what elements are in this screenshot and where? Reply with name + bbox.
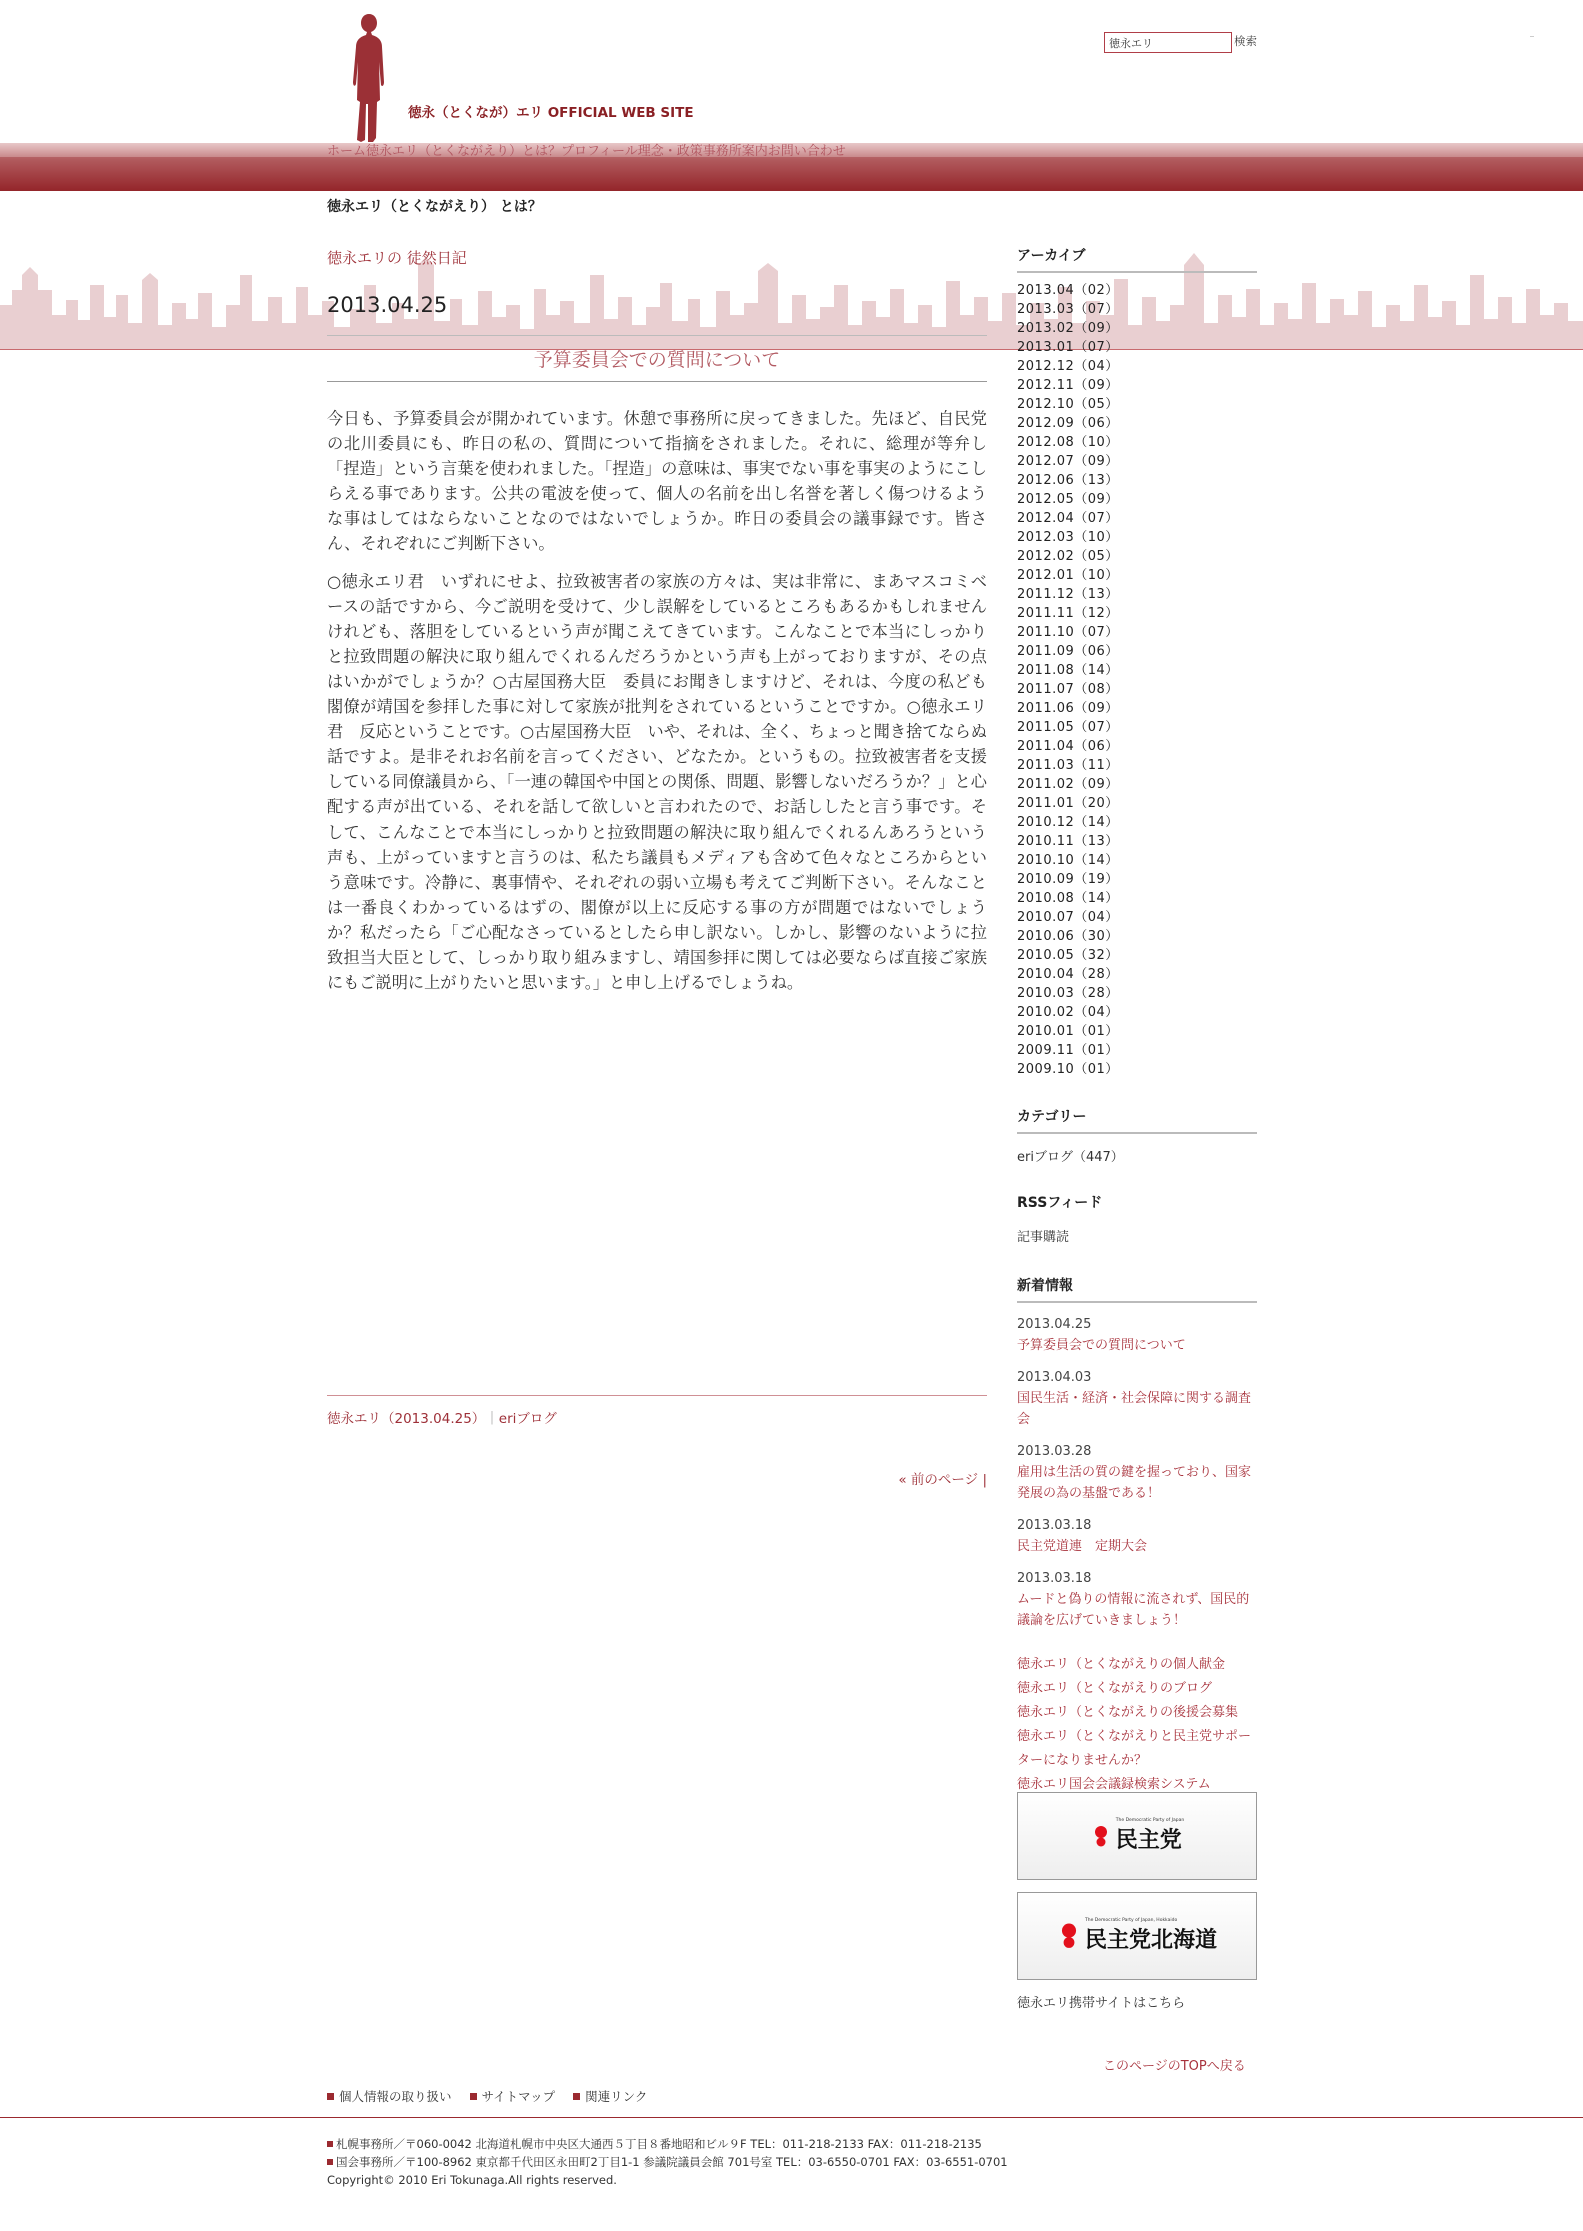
news-title-link[interactable]: 国民生活・経済・社会保障に関する調査会 bbox=[1017, 1391, 1252, 1427]
news-date: 2013.03.28 bbox=[1017, 1444, 1092, 1459]
archive-link[interactable]: 2009.11（01） bbox=[1017, 1043, 1119, 1058]
archive-link[interactable]: 2010.03（28） bbox=[1017, 986, 1119, 1001]
footer-link-label: 関連リンク bbox=[585, 2089, 648, 2104]
global-nav bbox=[327, 140, 846, 159]
archive-list bbox=[1017, 281, 1257, 1079]
footer-info bbox=[327, 2135, 1008, 2189]
dpj-hokkaido-logo-text: 民主党北海道 bbox=[1084, 1928, 1217, 1953]
archive-link[interactable]: 2013.04（02） bbox=[1017, 283, 1119, 298]
news-item bbox=[1017, 1442, 1257, 1504]
archive-link[interactable]: 2011.01（20） bbox=[1017, 796, 1119, 811]
link-party-supporter[interactable]: 徳永エリ（とくながえりと民主党サポーターになりませんか？ bbox=[1017, 1729, 1252, 1768]
header-mark bbox=[1530, 36, 1534, 37]
footer-link-sitemap[interactable] bbox=[470, 2089, 556, 2104]
archive-link[interactable]: 2009.10（01） bbox=[1017, 1062, 1119, 1077]
category-link[interactable]: eriブログ（447） bbox=[1017, 1150, 1124, 1165]
square-bullet-icon bbox=[327, 2141, 333, 2147]
nav-about[interactable]: 徳永エリ（とくながえり）とは？ bbox=[366, 144, 562, 159]
news-date: 2013.04.03 bbox=[1017, 1370, 1092, 1385]
archive-link[interactable]: 2011.11（12） bbox=[1017, 606, 1119, 621]
archive-link[interactable]: 2013.01（07） bbox=[1017, 340, 1119, 355]
square-bullet-icon bbox=[327, 2093, 334, 2100]
archive-heading: アーカイブ bbox=[1017, 245, 1257, 273]
post-category-link[interactable]: eriブログ bbox=[498, 1411, 557, 1427]
footer-link-label: 個人情報の取り扱い bbox=[339, 2089, 452, 2104]
archive-link[interactable]: 2012.07（09） bbox=[1017, 454, 1119, 469]
post-author-link[interactable]: 徳永エリ（2013.04.25） bbox=[327, 1411, 486, 1427]
sapporo-office-text: 札幌事務所／〒060-0042 北海道札幌市中央区大通西５丁目８番地昭和ビル９F TEL：011-218-2133 FAX：011-218-2135 bbox=[336, 2137, 982, 2151]
archive-link[interactable]: 2011.08（14） bbox=[1017, 663, 1119, 678]
archive-link[interactable]: 2010.11（13） bbox=[1017, 834, 1119, 849]
archive-link[interactable]: 2011.10（07） bbox=[1017, 625, 1119, 640]
news-date: 2013.04.25 bbox=[1017, 1317, 1092, 1332]
dpj-banner[interactable] bbox=[1017, 1792, 1257, 1880]
site-title[interactable]: 徳永（とくなが）エリ OFFICIAL WEB SITE bbox=[408, 105, 694, 121]
search-button[interactable]: 検索 bbox=[1234, 34, 1257, 48]
news-item bbox=[1017, 1315, 1257, 1356]
footer-link-related[interactable] bbox=[573, 2089, 647, 2104]
dpj-logo-icon bbox=[1090, 1825, 1112, 1847]
post-meta bbox=[327, 1407, 557, 1427]
news-item bbox=[1017, 1569, 1257, 1631]
nav-office[interactable]: 事務所案内 bbox=[702, 144, 768, 159]
archive-link[interactable]: 2010.12（14） bbox=[1017, 815, 1119, 830]
archive-link[interactable]: 2012.06（13） bbox=[1017, 473, 1119, 488]
post-paragraph: ○徳永エリ君 いずれにせよ、拉致被害者の家族の方々は、実は非常に、まあマスコミベースの話ですから、今ご説明を受けて、少し誤解をしているところもあるかもしれませんけれども、落胆をしているという声が聞こえてきています。こんなことで本当にしっかりと拉致問題の解決に取り組んでくれるんだろうかという声も上がっておりますが、その点はいかがでしょうか？○古屋国務大臣 委員にお聞きしますけど、それは、今度の私ども閣僚が靖国を参拝した事に対して家族が批判をされているということですか。○徳永エリ君 反応ということです。○古屋国務大臣 いや、それは、全く、ちょっと聞き捨てならぬ話ですよ。是非それお名前を言ってください、どなたか。というもの。拉致被害者を支援している同僚議員から、「一連の韓国や中国との関係、問題、影響しないだろうか？」と心配する声が出ている、それを話して欲しいと言われたので、お話ししたと言う事です。そして、こんなことで本当にしっかりと拉致問題の解決に取り組んでくれるんあろうという声も、上がっていますと言うのは、私たち議員もメディアも含めて色々なところからという意味です。冷静に、裏事情や、それぞれの弱い立場も考えてご判断下さい。そんなことは一番良くわかっているはずの、閣僚が以上に反応する事の方が問題ではないでしょうか？私だったら「ご心配なさっているとしたら申し訳ない。しかし、影響のないように拉致担当大臣として、しっかり取り組みますし、靖国参拝に関しては必要ならば直接ご家族にもご説明に上がりたいと思います。」と申し上げるでしょうね。 bbox=[327, 571, 987, 993]
archive-link[interactable]: 2010.06（30） bbox=[1017, 929, 1119, 944]
post-paragraph: 今日も、予算委員会が開かれています。休憩で事務所に戻ってきました。先ほど、自民党の北川委員にも、昨日の私の、質問について指摘をされました。それに、総理が等弁し「捏造」という言葉を使われました。「捏造」の意味は、事実でない事を事実のようにこしらえる事であります。公共の電波を使って、個人の名前を出し名誉を著しく傷つけるような事はしてはならないことなのではないでしょうか。昨日の委員会の議事録です。皆さん、それぞれにご判断下さい。 bbox=[327, 409, 987, 554]
external-links bbox=[1017, 1653, 1257, 1797]
page-title: 徳永エリ（とくながえり） とは？ bbox=[327, 199, 542, 215]
news-item bbox=[1017, 1516, 1257, 1557]
rss-widget bbox=[1017, 1192, 1257, 1245]
news-date: 2013.03.18 bbox=[1017, 1518, 1092, 1533]
divider bbox=[327, 1395, 987, 1396]
post-date: 2013.04.25 bbox=[327, 293, 448, 317]
news-heading: 新着情報 bbox=[1017, 1275, 1257, 1303]
archive-link[interactable]: 2011.02（09） bbox=[1017, 777, 1119, 792]
nav-policy[interactable]: 理念・政策 bbox=[637, 144, 703, 159]
archive-link[interactable]: 2012.08（10） bbox=[1017, 435, 1119, 450]
archive-link[interactable]: 2011.06（09） bbox=[1017, 701, 1119, 716]
link-diet-records[interactable]: 徳永エリ国会会議録検索システム bbox=[1017, 1777, 1211, 1792]
link-blog[interactable]: 徳永エリ（とくながえりのブログ bbox=[1017, 1681, 1213, 1696]
archive-link[interactable]: 2012.11（09） bbox=[1017, 378, 1119, 393]
archive-link[interactable]: 2012.01（10） bbox=[1017, 568, 1119, 583]
category-widget bbox=[1017, 1106, 1257, 1165]
archive-link[interactable]: 2012.12（04） bbox=[1017, 359, 1119, 374]
link-donation[interactable]: 徳永エリ（とくながえりの個人献金 bbox=[1017, 1657, 1226, 1672]
footer-link-label: サイトマップ bbox=[481, 2089, 556, 2104]
nav-profile[interactable]: プロフィール bbox=[561, 144, 638, 159]
square-bullet-icon bbox=[573, 2093, 580, 2100]
footer-link-privacy[interactable] bbox=[327, 2089, 452, 2104]
news-item bbox=[1017, 1368, 1257, 1430]
archive-link[interactable]: 2012.03（10） bbox=[1017, 530, 1119, 545]
archive-link[interactable]: 2011.09（06） bbox=[1017, 644, 1119, 659]
news-title-link[interactable]: 予算委員会での質問について bbox=[1017, 1338, 1186, 1353]
copyright: Copyright© 2010 Eri Tokunaga.All rights reserved. bbox=[327, 2173, 617, 2187]
woman-silhouette-logo bbox=[349, 12, 389, 143]
news-date: 2013.03.18 bbox=[1017, 1571, 1092, 1586]
diet-office-text: 国会事務所／〒100-8962 東京都千代田区永田町2丁目1-1 参議院議員会館 701号室 TEL：03-6550-0701 FAX：03-6551-0701 bbox=[336, 2155, 1008, 2169]
archive-link[interactable]: 2011.05（07） bbox=[1017, 720, 1119, 735]
divider bbox=[327, 335, 987, 336]
search-input[interactable] bbox=[1104, 32, 1232, 53]
link-supporters-club[interactable]: 徳永エリ（とくながえりの後援会募集 bbox=[1017, 1705, 1239, 1720]
square-bullet-icon bbox=[470, 2093, 477, 2100]
archive-link[interactable]: 2012.09（06） bbox=[1017, 416, 1119, 431]
category-heading: カテゴリー bbox=[1017, 1106, 1257, 1134]
archive-link[interactable]: 2010.05（32） bbox=[1017, 948, 1119, 963]
prev-page-link[interactable]: « 前のページ | bbox=[898, 1472, 987, 1488]
archive-widget bbox=[1017, 245, 1257, 1079]
archive-link[interactable]: 2010.07（04） bbox=[1017, 910, 1119, 925]
post-title: 予算委員会での質問について bbox=[533, 349, 781, 371]
back-to-top-link[interactable]: このページのTOPへ戻る bbox=[1103, 2059, 1246, 2074]
rss-subscribe-link[interactable]: 記事購読 bbox=[1017, 1230, 1070, 1245]
nav-home[interactable]: ホーム bbox=[327, 144, 367, 159]
footer-links bbox=[327, 2087, 661, 2105]
rss-heading: RSSフィード bbox=[1017, 1195, 1103, 1211]
post-body bbox=[327, 406, 987, 1007]
archive-link[interactable]: 2011.12（13） bbox=[1017, 587, 1119, 602]
archive-link[interactable]: 2012.10（05） bbox=[1017, 397, 1119, 412]
archive-link[interactable]: 2013.02（09） bbox=[1017, 321, 1119, 336]
mobile-site-link[interactable]: 徳永エリ携帯サイトはこちら bbox=[1017, 1996, 1186, 2011]
dpj-hokkaido-logo-icon bbox=[1057, 1923, 1081, 1949]
dpj-logo-text: 民主党 bbox=[1115, 1828, 1182, 1853]
meta-separator: ｜ bbox=[485, 1411, 499, 1427]
nav-contact[interactable]: お問い合わせ bbox=[767, 144, 846, 159]
news-title-link[interactable]: ムードと偽りの情報に流されず、国民的議論を広げていきましょう！ bbox=[1017, 1592, 1250, 1628]
footer-divider bbox=[0, 2117, 1583, 2118]
diary-section-label: 徳永エリの 徒然日記 bbox=[327, 249, 467, 267]
archive-link[interactable]: 2011.04（06） bbox=[1017, 739, 1119, 754]
news-title-link[interactable]: 民主党道連 定期大会 bbox=[1017, 1539, 1148, 1554]
archive-link[interactable]: 2010.02（04） bbox=[1017, 1005, 1119, 1020]
square-bullet-icon bbox=[327, 2159, 333, 2165]
archive-link[interactable]: 2010.08（14） bbox=[1017, 891, 1119, 906]
archive-link[interactable]: 2010.04（28） bbox=[1017, 967, 1119, 982]
archive-link[interactable]: 2011.07（08） bbox=[1017, 682, 1119, 697]
archive-link[interactable]: 2010.10（14） bbox=[1017, 853, 1119, 868]
archive-link[interactable]: 2011.03（11） bbox=[1017, 758, 1119, 773]
archive-link[interactable]: 2012.05（09） bbox=[1017, 492, 1119, 507]
dpj-hokkaido-banner[interactable] bbox=[1017, 1892, 1257, 1980]
news-title-link[interactable]: 雇用は生活の質の鍵を握っており、国家発展の為の基盤である！ bbox=[1017, 1465, 1252, 1501]
diet-office-info bbox=[327, 2153, 1008, 2171]
sapporo-office-info bbox=[327, 2135, 1008, 2153]
dpj-logo-small-text: The Democratic Party of Japan bbox=[1115, 1818, 1185, 1823]
archive-link[interactable]: 2012.02（05） bbox=[1017, 549, 1119, 564]
archive-link[interactable]: 2010.01（01） bbox=[1017, 1024, 1119, 1039]
archive-link[interactable]: 2013.03（07） bbox=[1017, 302, 1119, 317]
archive-link[interactable]: 2010.09（19） bbox=[1017, 872, 1119, 887]
news-widget bbox=[1017, 1275, 1257, 1631]
divider bbox=[327, 381, 987, 382]
dpj-hokkaido-small-text: The Democratic Party of Japan, Hokkaido bbox=[1084, 1918, 1178, 1923]
archive-link[interactable]: 2012.04（07） bbox=[1017, 511, 1119, 526]
